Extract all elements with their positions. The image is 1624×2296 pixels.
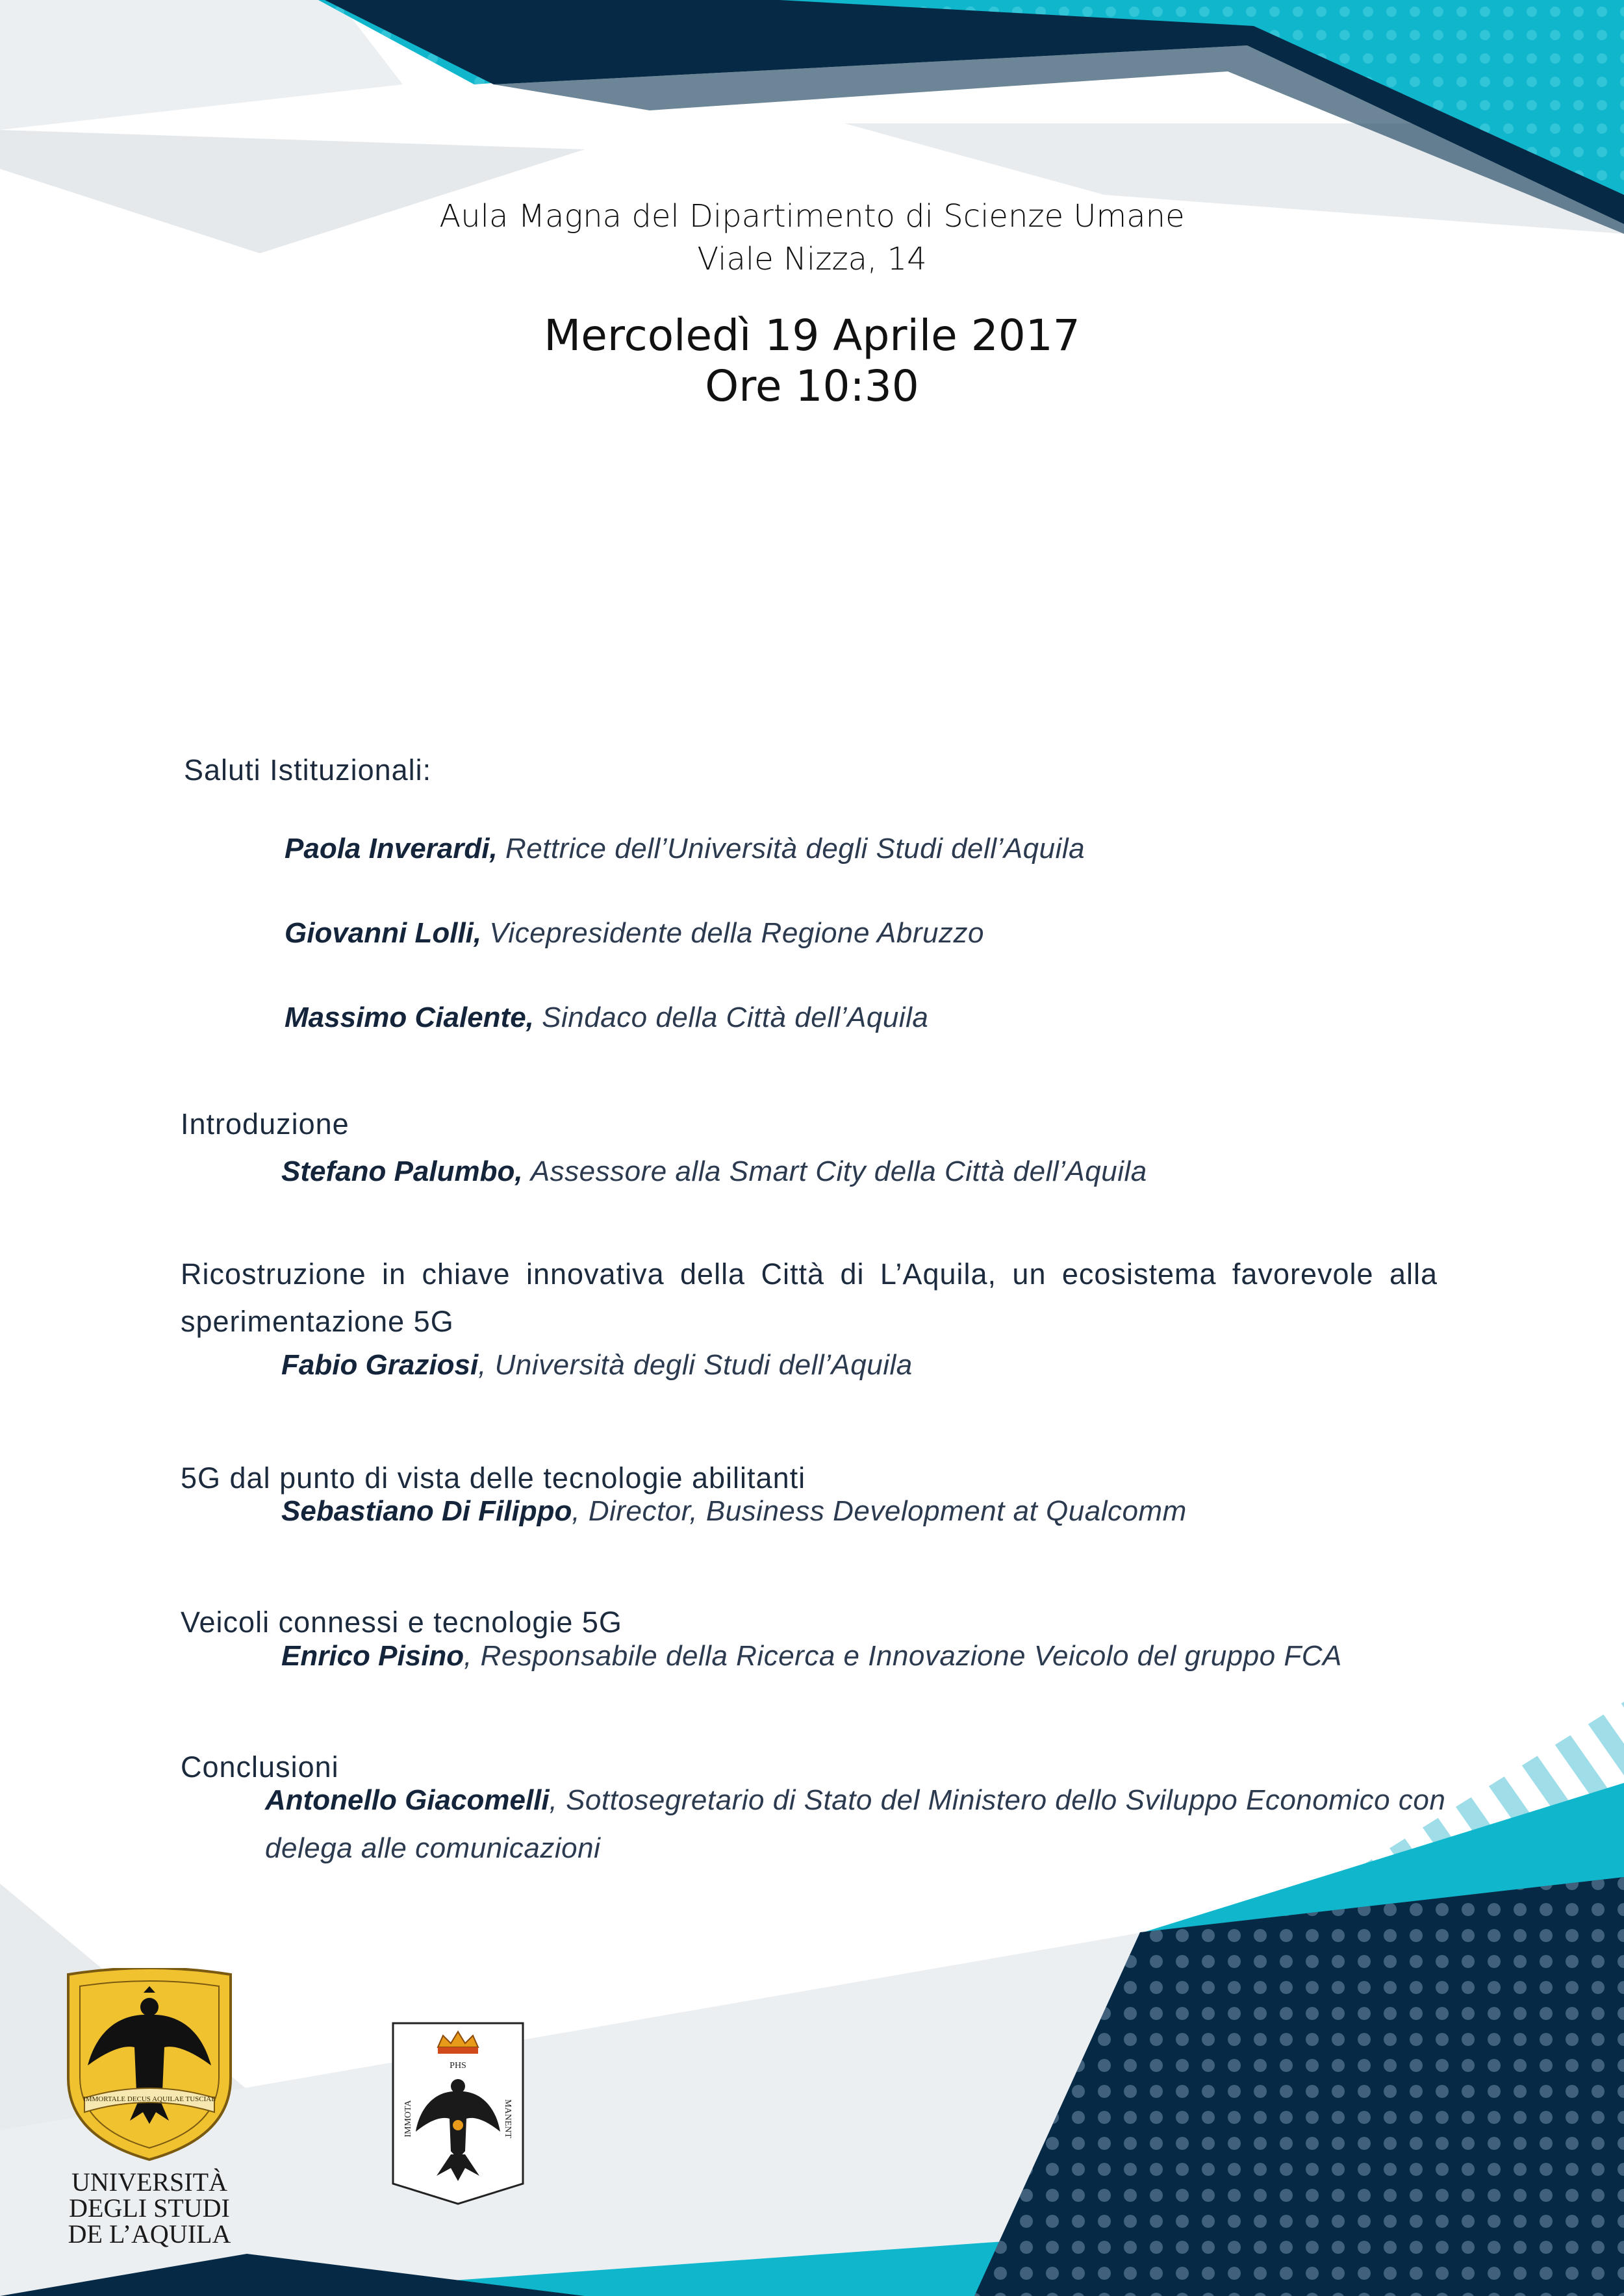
speaker-greeting-2: [285, 909, 984, 957]
event-datetime: [0, 310, 1624, 412]
speaker-role: Vicepresidente della Regione Abruzzo: [489, 917, 984, 949]
venue-block: [0, 195, 1624, 281]
session-title-5g-tecnologie: 5G dal punto di vista delle tecnologie abilitanti: [181, 1461, 806, 1495]
speaker-role: , Università degli Studi dell’Aquila: [478, 1349, 913, 1381]
seal-motto: IMMORTALE DECUS AQUILAE TUSCIAE: [83, 2095, 216, 2103]
speaker-role: Rettrice dell’Università degli Studi dell’Aquila: [505, 833, 1085, 864]
speaker-name: Antonello Giacomelli: [265, 1784, 550, 1816]
speaker-name: Paola Inverardi,: [285, 833, 498, 864]
session-title-conclusioni: Conclusioni: [181, 1750, 339, 1784]
speaker-name: Massimo Cialente,: [285, 1002, 534, 1033]
speaker-name: Giovanni Lolli,: [285, 917, 482, 949]
speaker-session-1: [281, 1148, 1147, 1196]
speaker-greeting-3: [285, 994, 928, 1042]
city-motto-right: MANENT: [503, 2099, 513, 2138]
speaker-role: Assessore alla Smart City della Città dell’Aquila: [530, 1155, 1147, 1187]
speaker-role: , Director, Business Development at Qualcomm: [572, 1495, 1187, 1527]
city-monogram: PHS: [450, 2061, 466, 2071]
speaker-greeting-1: [285, 825, 1085, 873]
university-name: [39, 2169, 260, 2247]
speaker-role: , Responsabile della Ricerca e Innovazione Veicolo del gruppo FCA: [464, 1640, 1342, 1672]
greetings-title: Saluti Istituzionali:: [184, 753, 432, 787]
session-title-introduction: Introduzione: [181, 1107, 349, 1141]
university-name-line2: DEGLI STUDI: [69, 2193, 230, 2223]
venue-address: Viale Nizza, 14: [697, 241, 927, 277]
session-title-veicoli: Veicoli connessi e tecnologie 5G: [181, 1606, 622, 1639]
speaker-role: , Sottosegretario di Stato del Ministero dello Sviluppo Economico con delega alle comunicazioni: [265, 1784, 1446, 1864]
event-time: Ore 10:30: [705, 361, 919, 411]
city-coat-of-arms-logo: [391, 2021, 525, 2206]
university-shield-logo: [62, 1968, 237, 2163]
university-name-line3: DE L’AQUILA: [68, 2219, 231, 2249]
speaker-name: Enrico Pisino: [281, 1640, 464, 1672]
speaker-session-4: [281, 1632, 1342, 1680]
speaker-name: Stefano Palumbo,: [281, 1155, 523, 1187]
venue-name: Aula Magna del Dipartimento di Scienze Umane: [439, 198, 1185, 234]
speaker-session-5: [265, 1776, 1454, 1873]
session-title-ricostruzione: Ricostruzione in chiave innovativa della Città di L’Aquila, un ecosistema favorevole alla sperimentazione 5G: [181, 1257, 1438, 1338]
speaker-name: Fabio Graziosi: [281, 1349, 479, 1381]
speaker-session-3: [281, 1487, 1187, 1535]
speaker-session-2: [281, 1341, 913, 1389]
university-name-line1: UNIVERSITÀ: [71, 2167, 227, 2197]
event-date: Mercoledì 19 Aprile 2017: [544, 310, 1080, 360]
city-motto-left: IMMOTA: [403, 2100, 413, 2138]
speaker-role: Sindaco della Città dell’Aquila: [542, 1002, 929, 1033]
speaker-name: Sebastiano Di Filippo: [281, 1495, 572, 1527]
